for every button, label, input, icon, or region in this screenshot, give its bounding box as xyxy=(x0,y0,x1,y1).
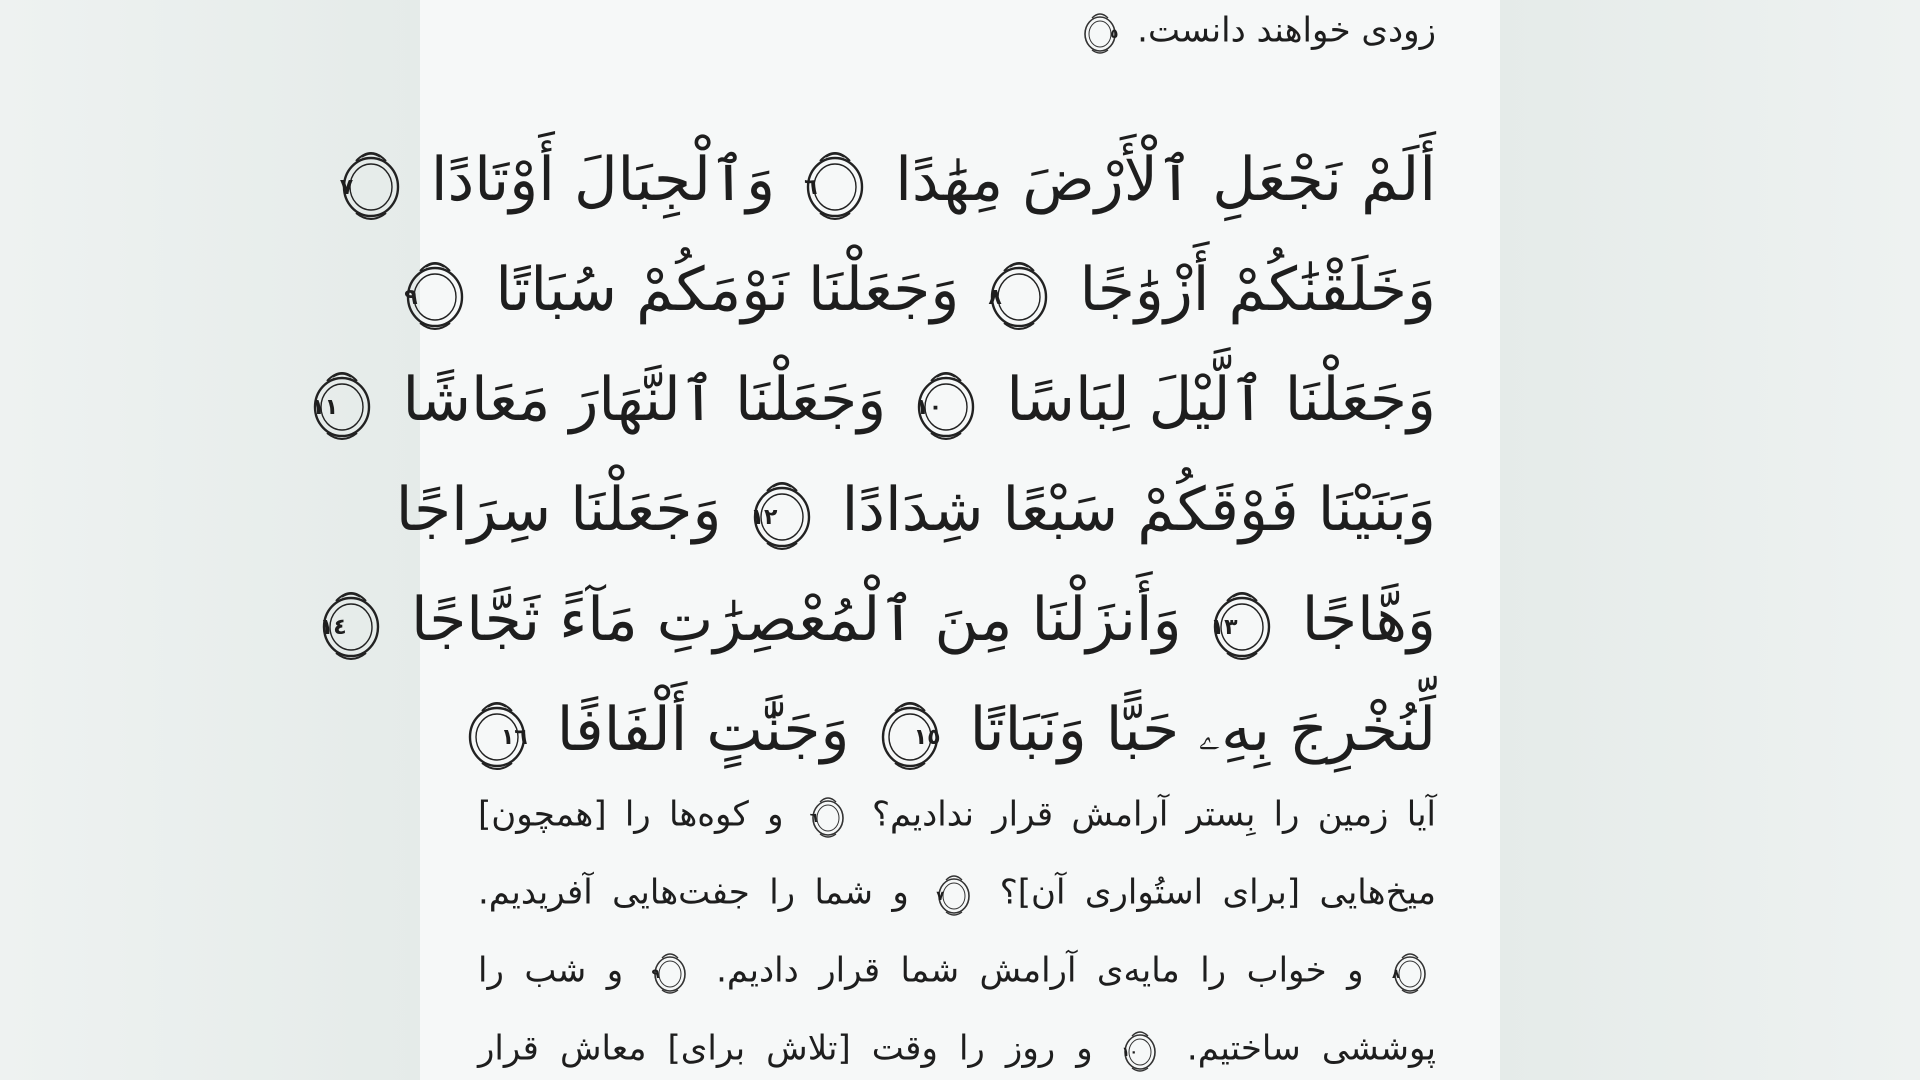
verse-marker-icon xyxy=(320,587,382,661)
verse-number: ٦ xyxy=(809,810,818,826)
verse-number: ١٦ xyxy=(500,725,528,751)
verse-marker-icon xyxy=(751,477,813,551)
verse-marker-icon xyxy=(311,367,373,441)
verse-number: ١١ xyxy=(311,395,339,421)
verse-number: ١٠ xyxy=(1121,1044,1138,1060)
translation-line-3 xyxy=(478,950,1436,994)
arabic-text: وَبَنَيْنَا فَوْقَكُمْ سَبْعًا شِدَادًا xyxy=(841,475,1436,545)
arabic-text: وَجَعَلْنَا ٱلنَّهَارَ مَعَاشًا xyxy=(402,365,887,435)
verse-number: ٥ xyxy=(1110,26,1119,42)
verse-number: ٧ xyxy=(936,888,945,904)
arabic-line-6 xyxy=(478,690,1436,771)
arabic-text: وَأَنزَلْنَا مِنَ ٱلْمُعْصِرَٰتِ مَآءً ثَجَّاجًا xyxy=(410,585,1182,655)
translation-text: و کوه‌ها را [همچون] xyxy=(478,794,784,835)
translation-text: و روز را وقت [تلاش برای] معاش قرار xyxy=(478,1028,1093,1069)
verse-number: ١٣ xyxy=(1210,615,1238,641)
verse-number: ٩ xyxy=(404,285,418,311)
translation-text: میخ‌هایی [برای استُواری آن]؟ xyxy=(999,872,1437,913)
arabic-text: وَهَّاجًا xyxy=(1301,585,1436,655)
translation-text: و خواب را مایه‌ی آرامش شما قرار دادیم. xyxy=(716,950,1364,991)
verse-number: ١٥ xyxy=(913,725,941,751)
verse-number: ١٢ xyxy=(750,505,778,531)
verse-marker-icon xyxy=(1392,950,1428,994)
verse-number: ٨ xyxy=(988,285,1002,311)
arabic-line-1 xyxy=(339,140,1436,221)
arabic-text: وَجَعَلْنَا نَوْمَكُمْ سُبَاتًا xyxy=(495,255,960,325)
verse-marker-icon xyxy=(1122,1028,1158,1072)
translation-text: پوششی ساختیم. xyxy=(1186,1028,1437,1069)
verse-number: ١٤ xyxy=(319,615,347,641)
arabic-text: وَخَلَقْنَٰكُمْ أَزْوَٰجًا xyxy=(1079,255,1436,325)
verse-marker-icon xyxy=(1082,10,1118,54)
translation-line-top xyxy=(478,10,1436,54)
arabic-line-5 xyxy=(319,580,1436,661)
verse-marker-icon xyxy=(1211,587,1273,661)
translation-text: زودی خواهند دانست. xyxy=(1137,10,1436,51)
arabic-text: وَجَعَلْنَا ٱلَّيْلَ لِبَاسًا xyxy=(1006,365,1436,435)
verse-marker-icon xyxy=(988,257,1050,331)
verse-marker-icon xyxy=(810,794,846,838)
translation-line-2 xyxy=(478,872,1436,916)
verse-marker-icon xyxy=(466,697,528,771)
verse-marker-icon xyxy=(652,950,688,994)
translation-line-4 xyxy=(478,1028,1436,1072)
verse-marker-icon xyxy=(340,147,402,221)
arabic-text: وَجَعَلْنَا سِرَاجًا xyxy=(395,475,722,545)
translation-text: و شب را xyxy=(478,950,624,991)
verse-number: ٩ xyxy=(651,966,660,982)
verse-number: ٦ xyxy=(804,175,818,201)
right-margin xyxy=(1500,0,1920,1080)
translation-line-1 xyxy=(478,794,1436,838)
verse-number: ٧ xyxy=(339,175,354,201)
arabic-text: وَٱلْجِبَالَ أَوْتَادًا xyxy=(430,145,776,215)
verse-marker-icon xyxy=(936,872,972,916)
translation-text: و شما را جفت‌هایی آفریدیم. xyxy=(478,872,909,913)
verse-marker-icon xyxy=(879,697,941,771)
arabic-line-4 xyxy=(395,470,1436,551)
arabic-text: لِّنُخْرِجَ بِهِۦ حَبًّا وَنَبَاتًا xyxy=(969,695,1436,765)
verse-marker-icon xyxy=(804,147,866,221)
arabic-text: أَلَمْ نَجْعَلِ ٱلْأَرْضَ مِهَٰدًا xyxy=(895,145,1436,215)
verse-number: ٨ xyxy=(1392,966,1400,982)
arabic-text: وَجَنَّٰتٍ أَلْفَافًا xyxy=(556,695,850,765)
verse-marker-icon xyxy=(404,257,466,331)
verse-number: ١٠ xyxy=(915,395,943,421)
quran-page xyxy=(311,0,1500,1080)
arabic-line-2 xyxy=(404,250,1436,331)
translation-text: آیا زمین را بِستر آرامش قرار ندادیم؟ xyxy=(871,794,1436,835)
verse-marker-icon xyxy=(915,367,977,441)
arabic-line-3 xyxy=(311,360,1436,441)
